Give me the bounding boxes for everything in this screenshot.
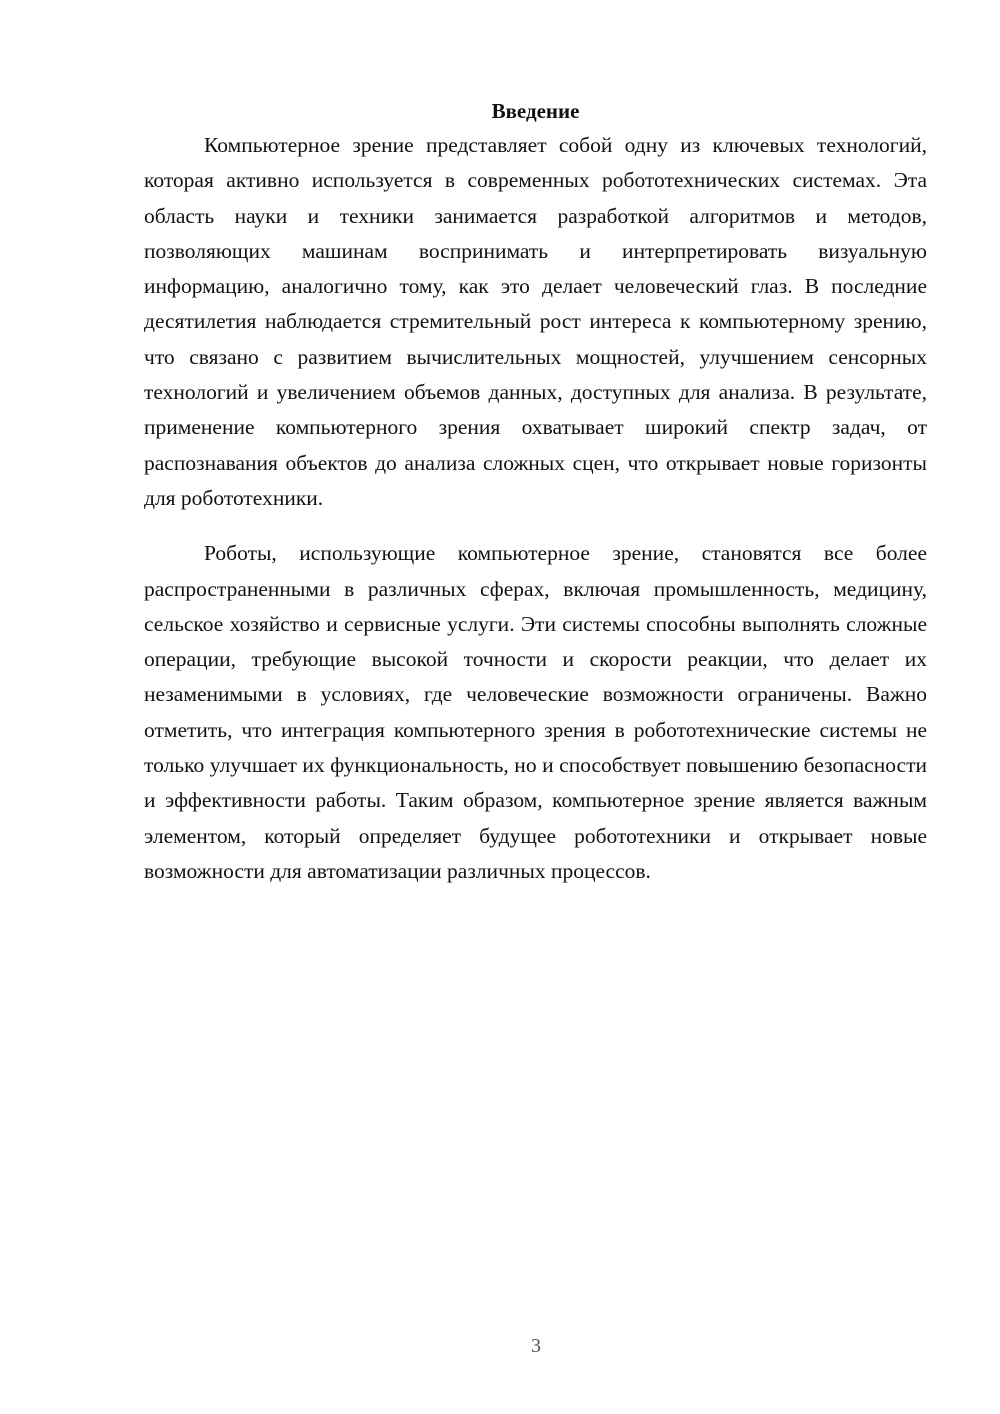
paragraph-2: Роботы, использующие компьютерное зрение, становятся все более распространенными в различных сферах, включая промышленность, медицину, сельское хозяйство и сервисные услуги. Эти системы способны выполнять сложные операции, требующие высокой точности и скорости реакции, что делает их незаменимыми в условиях, где человеческие возможности ограничены. Важно отметить, что интеграция компьютерного зрения в робототехнические системы не только улучшает их функциональность, но и способствует повышению безопасности и эффективности работы. Таким образом, компьютерное зрение является важным элементом, который определяет будущее робототехники и открывает новые возможности для автоматизации различных процессов. [144,541,927,883]
page-content [144,96,927,889]
section-heading: Введение [491,99,580,123]
paragraph-1: Компьютерное зрение представляет собой одну из ключевых технологий, которая активно используется в современных робототехнических системах. Эта область науки и техники занимается разработкой алгоритмов и методов, позволяющих машинам воспринимать и интерпретировать визуальную информацию, аналогично тому, как это делает человеческий глаз. В последние десятилетия наблюдается стремительный рост интереса к компьютерному зрению, что связано с развитием вычислительных мощностей, улучшением сенсорных технологий и увеличением объемов данных, доступных для анализа. В результате, применение компьютерного зрения охватывает широкий спектр задач, от распознавания объектов до анализа сложных сцен, что открывает новые горизонты для робототехники. [144,133,927,510]
page-number: 3 [531,1335,541,1357]
